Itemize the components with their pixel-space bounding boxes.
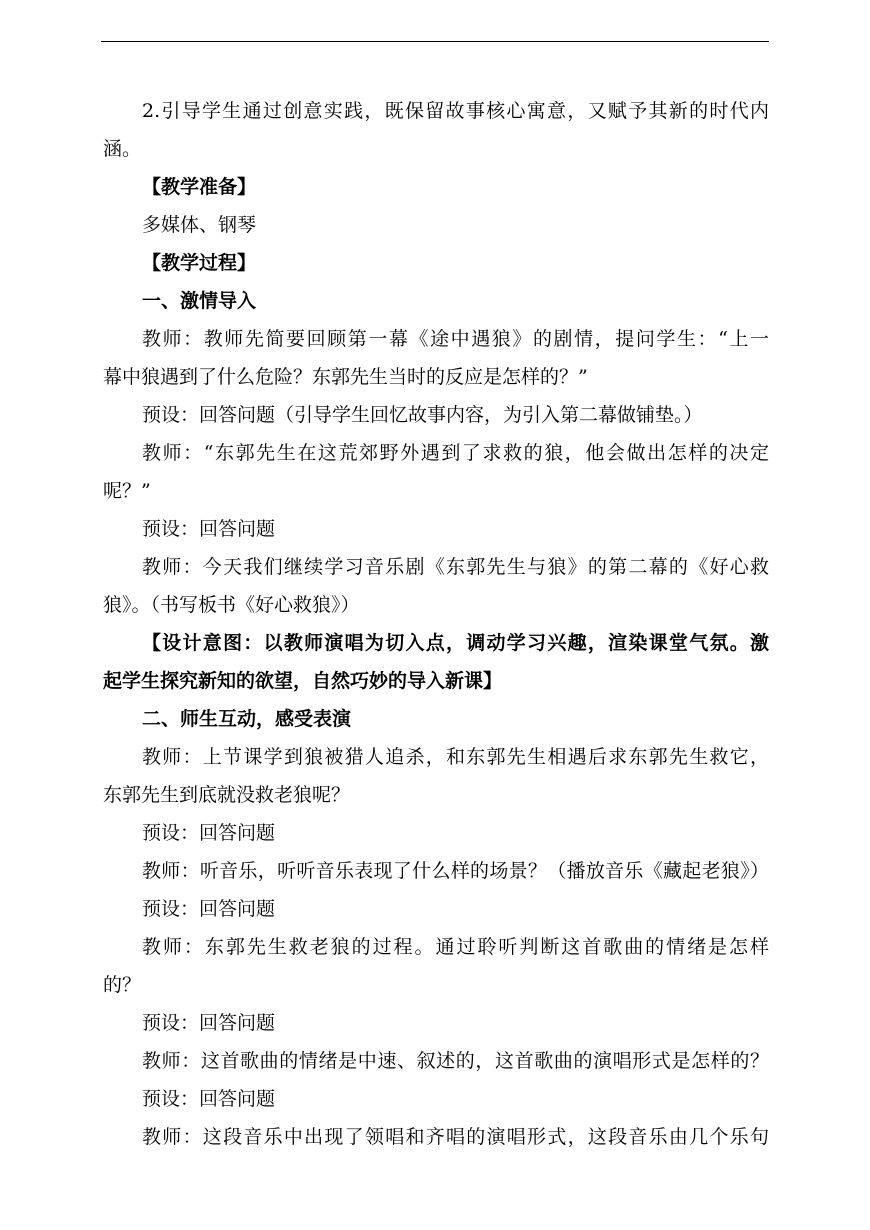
paragraph-line: 多媒体、钢琴 [142, 214, 257, 236]
document-body [103, 92, 769, 1156]
section-heading: 【设计意图：以教师演唱为切入点，调动学习兴趣，渲染课堂气氛。激 [142, 632, 769, 654]
paragraph-line: 幕中狼遇到了什么危险？东郭先生当时的反应是怎样的？” [103, 366, 588, 388]
paragraph-line: 预设：回答问题 [142, 518, 276, 540]
paragraph-line: 预设：回答问题（引导学生回忆故事内容，为引入第二幕做铺垫。） [142, 404, 703, 426]
paragraph-line: 东郭先生到底就没救老狼呢？ [103, 784, 351, 806]
section-heading: 【教学过程】 [142, 252, 257, 274]
paragraph-line: 教师：东郭先生救老狼的过程。通过聆听判断这首歌曲的情绪是怎样 [142, 936, 769, 958]
paragraph-line: 教师：教师先简要回顾第一幕《途中遇狼》的剧情，提问学生：“上一 [142, 328, 769, 350]
paragraph-line: 教师：听音乐，听听音乐表现了什么样的场景？（播放音乐《藏起老狼》） [142, 860, 769, 882]
paragraph-line: 教师：这首歌曲的情绪是中速、叙述的，这首歌曲的演唱形式是怎样的？ [142, 1050, 769, 1072]
paragraph-line: 涵。 [103, 138, 142, 160]
subsection-heading: 一、激情导入 [142, 290, 257, 312]
paragraph-line: 教师：“东郭先生在这荒郊野外遇到了求救的狼，他会做出怎样的决定 [142, 442, 769, 464]
paragraph-line: 预设：回答问题 [142, 898, 276, 920]
paragraph-line: 呢？” [103, 480, 151, 502]
paragraph-line: 教师：今天我们继续学习音乐剧《东郭先生与狼》的第二幕的《好心救 [142, 556, 769, 578]
paragraph-line: 的？ [103, 974, 142, 996]
paragraph-line: 预设：回答问题 [142, 822, 276, 844]
header-rule [101, 41, 769, 42]
paragraph-line: 预设：回答问题 [142, 1088, 276, 1110]
paragraph-line: 预设：回答问题 [142, 1012, 276, 1034]
paragraph-line: 教师：这段音乐中出现了领唱和齐唱的演唱形式，这段音乐由几个乐句 [142, 1126, 769, 1148]
section-heading: 【教学准备】 [142, 176, 257, 198]
subsection-heading: 起学生探究新知的欲望，自然巧妙的导入新课】 [103, 670, 503, 692]
paragraph-line: 2.引导学生通过创意实践，既保留故事核心寓意，又赋予其新的时代内 [142, 100, 769, 122]
paragraph-line: 狼》。（书写板书《好心救狼》） [103, 594, 360, 616]
subsection-heading: 二、师生互动，感受表演 [142, 708, 352, 730]
paragraph-line: 教师：上节课学到狼被猎人追杀，和东郭先生相遇后求东郭先生救它， [142, 746, 769, 768]
